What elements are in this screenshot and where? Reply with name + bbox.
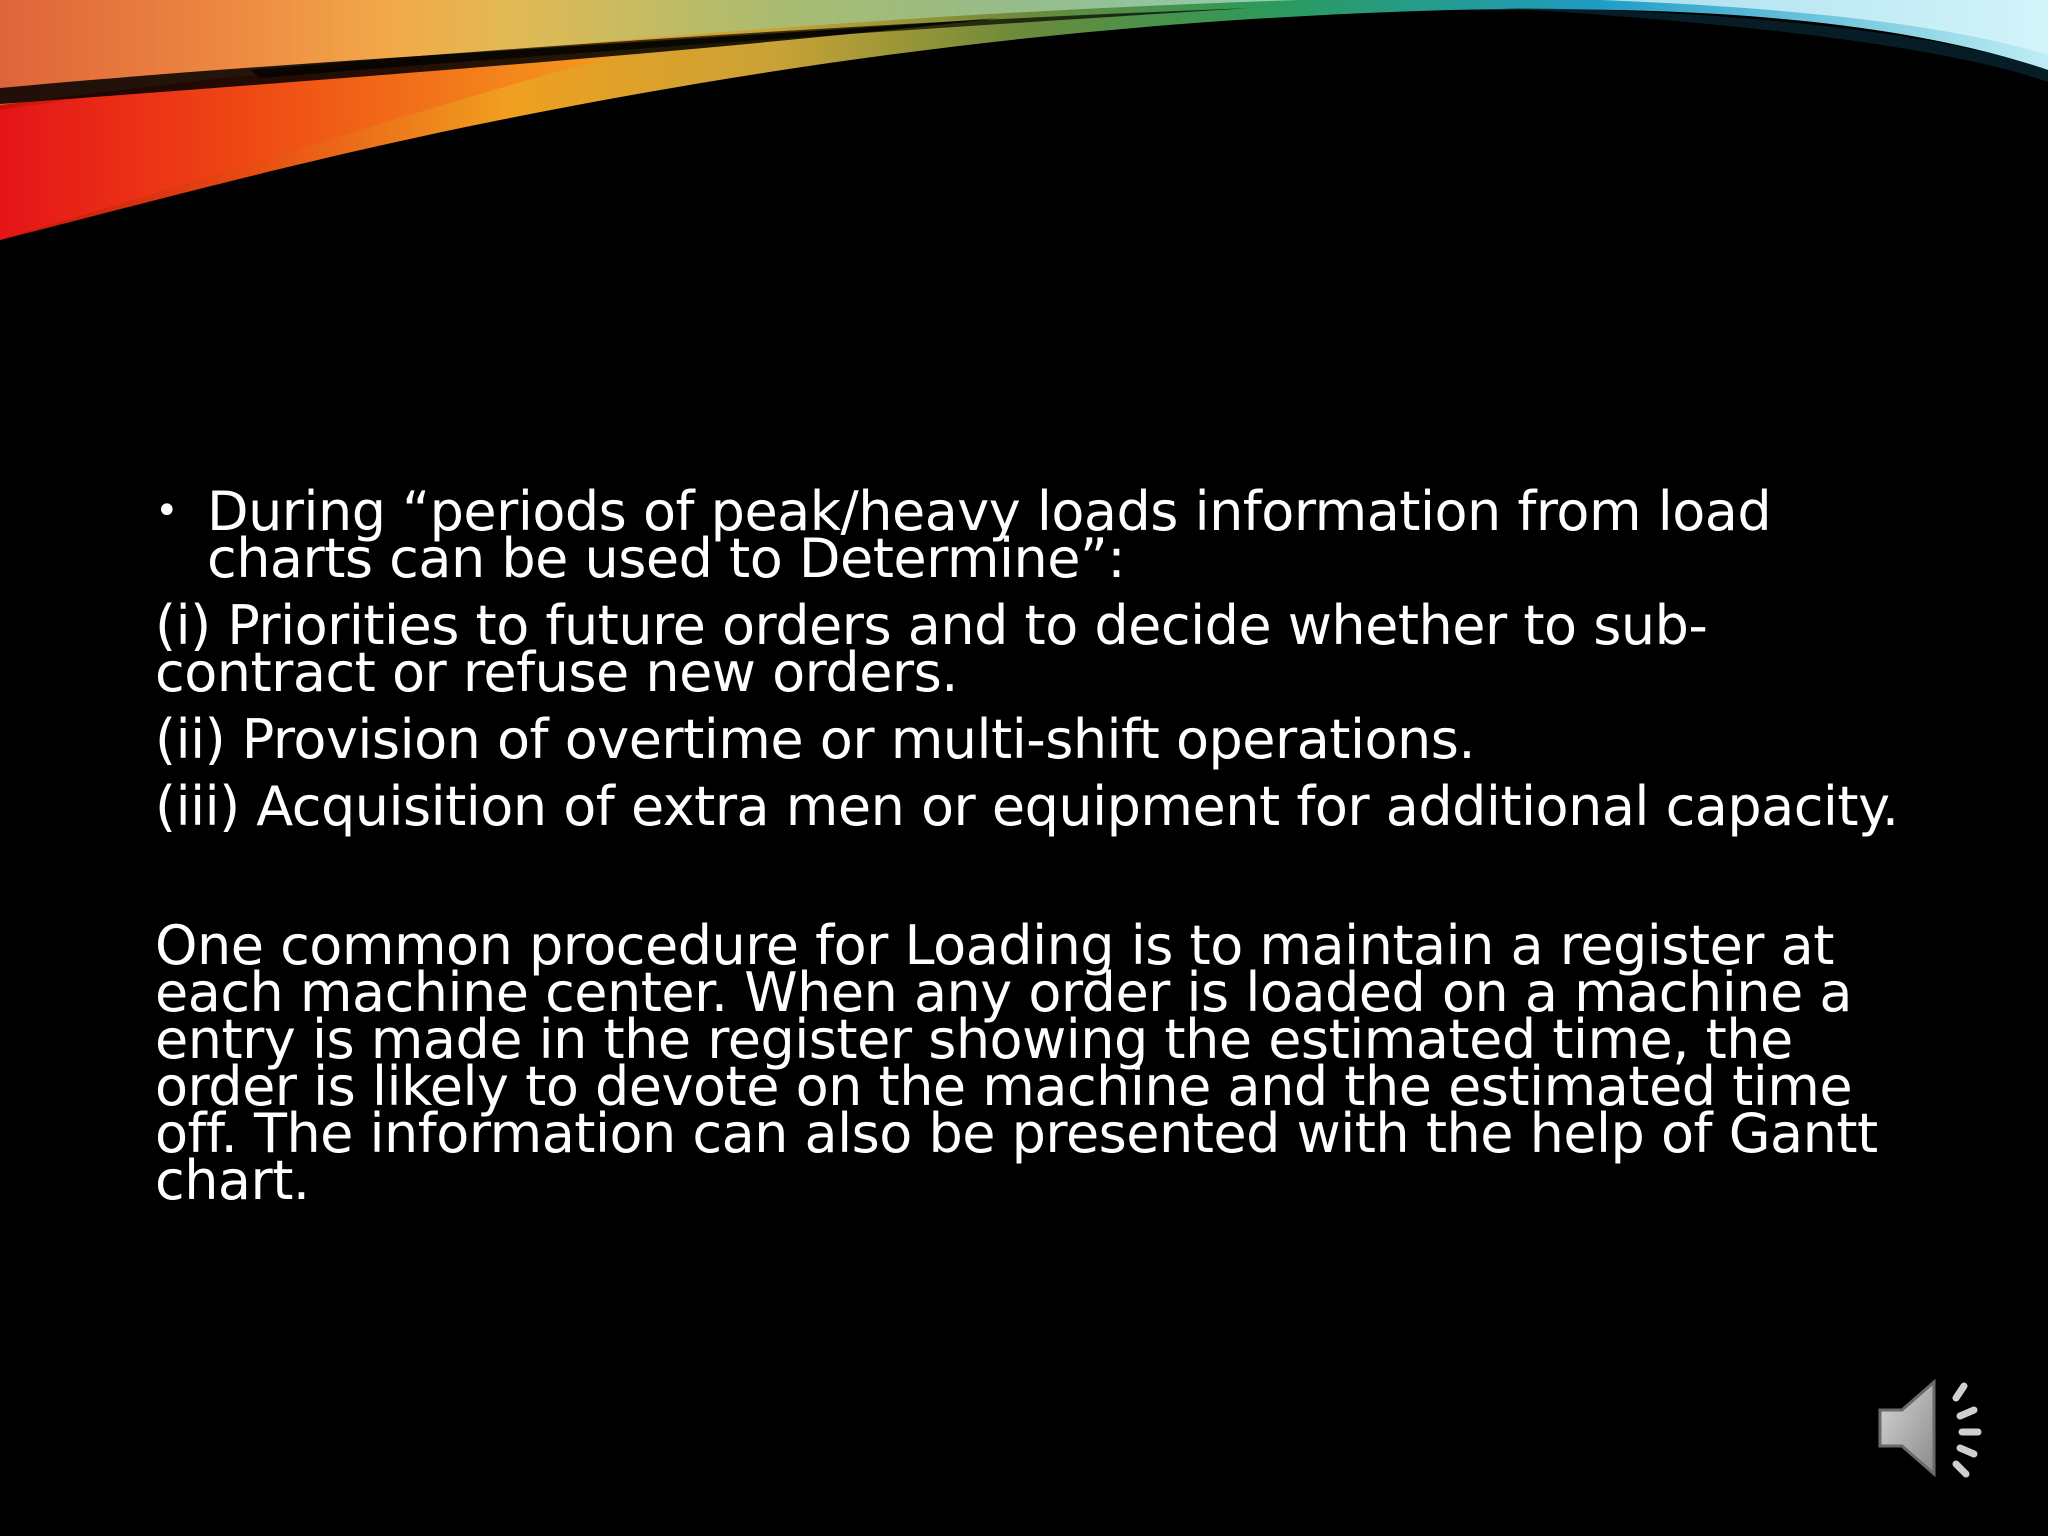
list-item-ii: (ii) Provision of overtime or multi-shift operations. — [155, 708, 1476, 771]
decorative-swoosh — [0, 0, 2048, 260]
slide-body — [155, 480, 1905, 1224]
list-item-iii: (iii) Acquisition of extra men or equipment for additional capacity. — [155, 775, 1899, 838]
bullet-point — [155, 480, 1905, 590]
bullet-text: During “periods of peak/heavy loads information from load charts can be used to Determine”: — [207, 480, 1772, 590]
loading-procedure-paragraph: One common procedure for Loading is to maintain a register at each machine center. When any order is loaded on a machine a entry is made in the register showing the estimated time, the order is likely to devote on the machine and the estimated time off. The information can also be presented with the help of Gantt chart. — [155, 914, 1878, 1212]
bullet-marker: • — [155, 488, 179, 534]
speaker-icon[interactable] — [1872, 1368, 2002, 1488]
spacer — [155, 850, 1905, 922]
list-item-i: (i) Priorities to future orders and to decide whether to sub-contract or refuse new orders. — [155, 594, 1708, 704]
